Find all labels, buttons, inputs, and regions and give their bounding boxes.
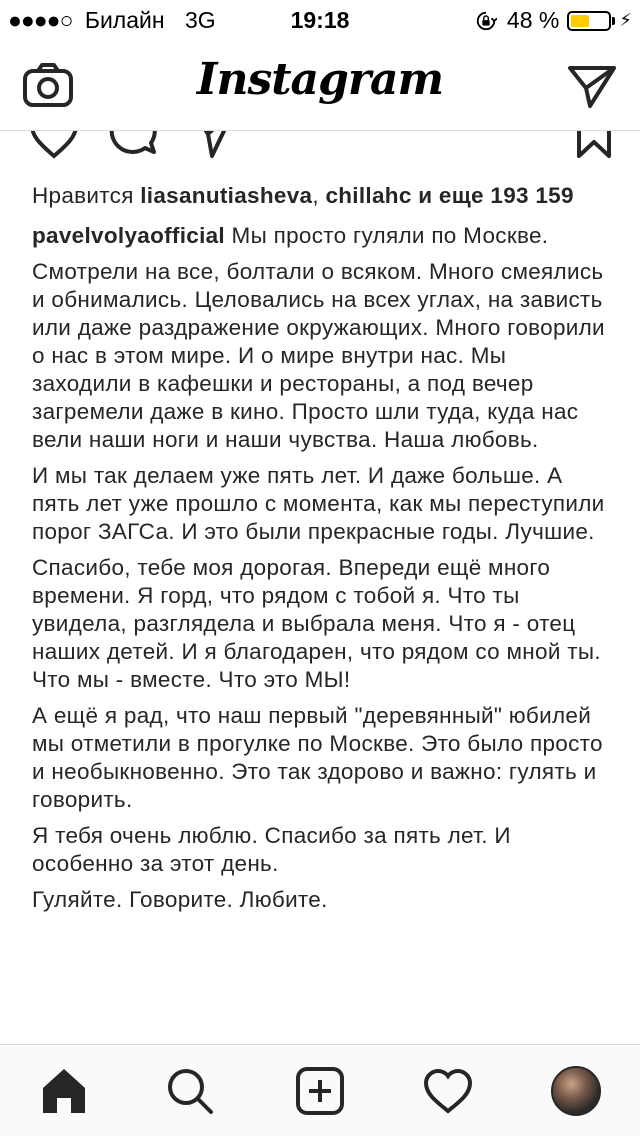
status-time: 19:18 [290, 7, 350, 33]
likes-and[interactable]: и еще [418, 183, 484, 208]
tab-add-post[interactable] [292, 1063, 348, 1119]
heart-icon [423, 1066, 473, 1116]
caption-paragraph: Спасибо, тебе моя дорогая. Впереди ещё много времени. Я горд, что рядом с тобой я. Что ты увидела, разглядела и выбрала меня. Что я - отец наших детей. И я благодарен, что рядом со мной ты. Что мы - вместе. Что это МЫ! [32, 555, 601, 692]
author-username[interactable]: pavelvolyaofficial [32, 223, 225, 248]
direct-icon[interactable] [566, 62, 618, 110]
liker-link[interactable]: liasanutiasheva [140, 183, 313, 208]
liker-link[interactable]: chillahc [325, 183, 412, 208]
rotation-lock-icon [475, 10, 497, 32]
caption-paragraph: Смотрели на все, болтали о всяком. Много смеялись и обнимались. Целовались на всех углах, на зависть или даже раздражение окружающих. Много говорили о нас в этом мире. И о мире внутри нас. Мы заходили в кафешки и рестораны, а под вечер загремели даже в кино. Просто шли туда, куда нас вели наши ноги и наши чувства. Наша любовь. [32, 259, 605, 452]
likes-line: Нравится liasanutiasheva, chillahc и еще 193 159 [32, 183, 574, 208]
post-content [32, 182, 612, 922]
caption-paragraph: И мы так делаем уже пять лет. И даже больше. А пять лет уже прошло с момента, как мы переступили порог ЗАГСа. И это были прекрасные годы. Лучшие. [32, 463, 605, 544]
instagram-logo: Instagram [196, 54, 444, 105]
signal-strength-icon: ●●●●○ [8, 7, 73, 33]
tab-activity[interactable] [420, 1063, 476, 1119]
caption-paragraph: Гуляйте. Говорите. Любите. [32, 887, 328, 912]
tab-search[interactable] [162, 1063, 218, 1119]
status-bar [0, 0, 640, 40]
battery-fill [571, 15, 588, 27]
avatar [551, 1066, 601, 1116]
caption-paragraph [32, 222, 612, 250]
top-nav-bar [0, 40, 640, 131]
tab-profile[interactable] [548, 1063, 604, 1119]
network-type: 3G [184, 7, 216, 33]
add-post-icon [295, 1066, 345, 1116]
battery-icon [567, 11, 611, 31]
status-right [475, 7, 632, 34]
caption-paragraph: Я тебя очень люблю. Спасибо за пять лет. И особенно за этот день. [32, 823, 511, 876]
likes-count[interactable]: 193 159 [490, 183, 574, 208]
likes-prefix: Нравится [32, 183, 134, 208]
charging-icon: ⚡ [619, 10, 632, 30]
carrier-name: Билайн [84, 7, 165, 33]
search-icon [165, 1066, 215, 1116]
home-icon [39, 1066, 89, 1116]
caption-paragraph: А ещё я рад, что наш первый "деревянный" юбилей мы отметили в прогулке по Москве. Это было просто и необыкновенно. Это так здорово и важно: гулять и говорить. [32, 703, 603, 812]
caption-text: Мы просто гуляли по Москве. [231, 223, 549, 248]
bottom-tab-bar [0, 1044, 640, 1136]
tab-home[interactable] [36, 1063, 92, 1119]
battery-percent: 48 % [506, 7, 560, 33]
post-caption [32, 222, 612, 914]
